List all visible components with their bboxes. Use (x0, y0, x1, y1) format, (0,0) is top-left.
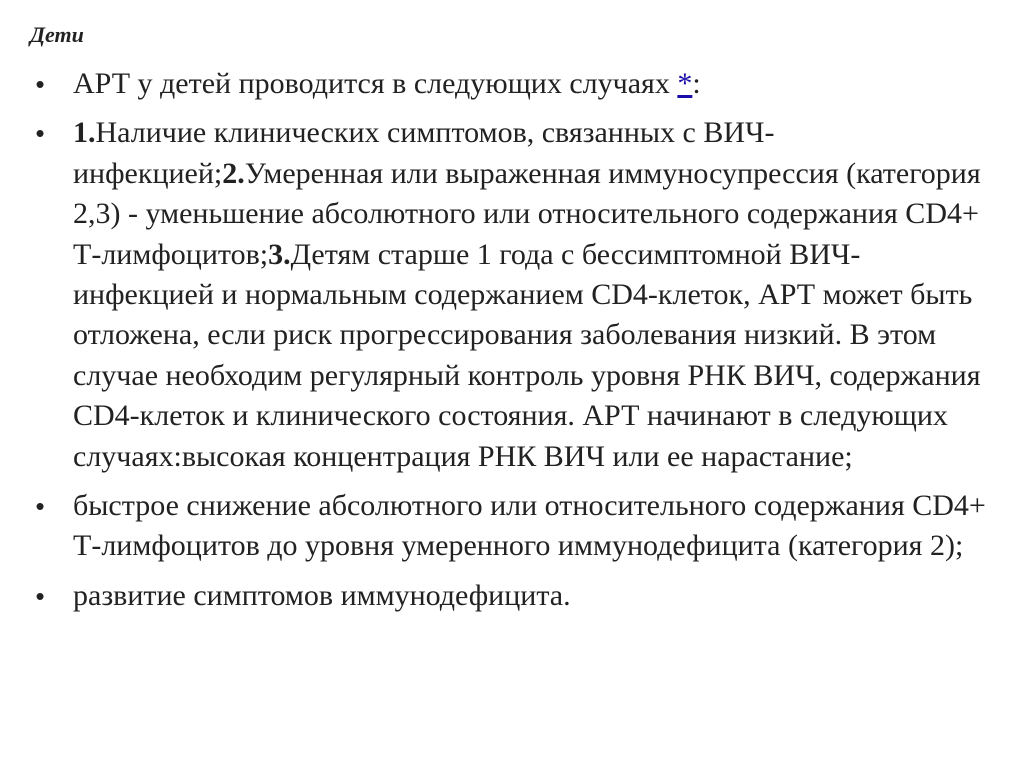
bullet-text: АРТ у детей проводится в следующих случаях (73, 67, 678, 100)
bullet-marker: • (35, 69, 45, 99)
bullet-text: Наличие клинических симптомов, связанных с ВИЧ-инфекцией; (73, 116, 775, 190)
item-number: 2. (222, 156, 245, 190)
bullet-text: Детям старше 1 года с бессимптомной ВИЧ-инфекцией и нормальным содержанием CD4-клеток, АРТ может быть отложена, если риск прогрессирования заболевания низкий. В этом случае необходим регулярный контроль уровня РНК ВИЧ, содержания CD4-клеток и клинического состояния. АРТ начинают в следующих случаях:высокая концентрация РНК ВИЧ или ее нарастание; (73, 237, 981, 473)
item-number: 3. (268, 237, 291, 271)
footnote-link[interactable]: * (677, 67, 693, 100)
bullet-text: развитие симптомов иммунодефицита. (73, 578, 571, 612)
bullet-item (28, 113, 988, 477)
bullet-list (28, 64, 988, 625)
bullet-text: быстрое снижение абсолютного или относительного содержания CD4+ Т-лимфоцитов до уровня умеренного иммунодефицита (категория 2); (73, 489, 986, 563)
bullet-item (28, 64, 988, 104)
bullet-marker: • (35, 491, 45, 522)
item-number: 1. (73, 116, 96, 150)
bullet-marker: • (35, 118, 45, 149)
bullet-text: Умеренная или выраженная иммуносупрессия (категория 2,3) - уменьшение абсолютного или относительного содержания CD4+ Т-лимфоцитов; (73, 156, 981, 271)
bullet-marker: • (35, 580, 45, 611)
slide-heading: Дети (30, 22, 84, 47)
bullet-item (28, 486, 988, 567)
bullet-item (28, 576, 988, 616)
bullet-text: : (692, 67, 701, 100)
